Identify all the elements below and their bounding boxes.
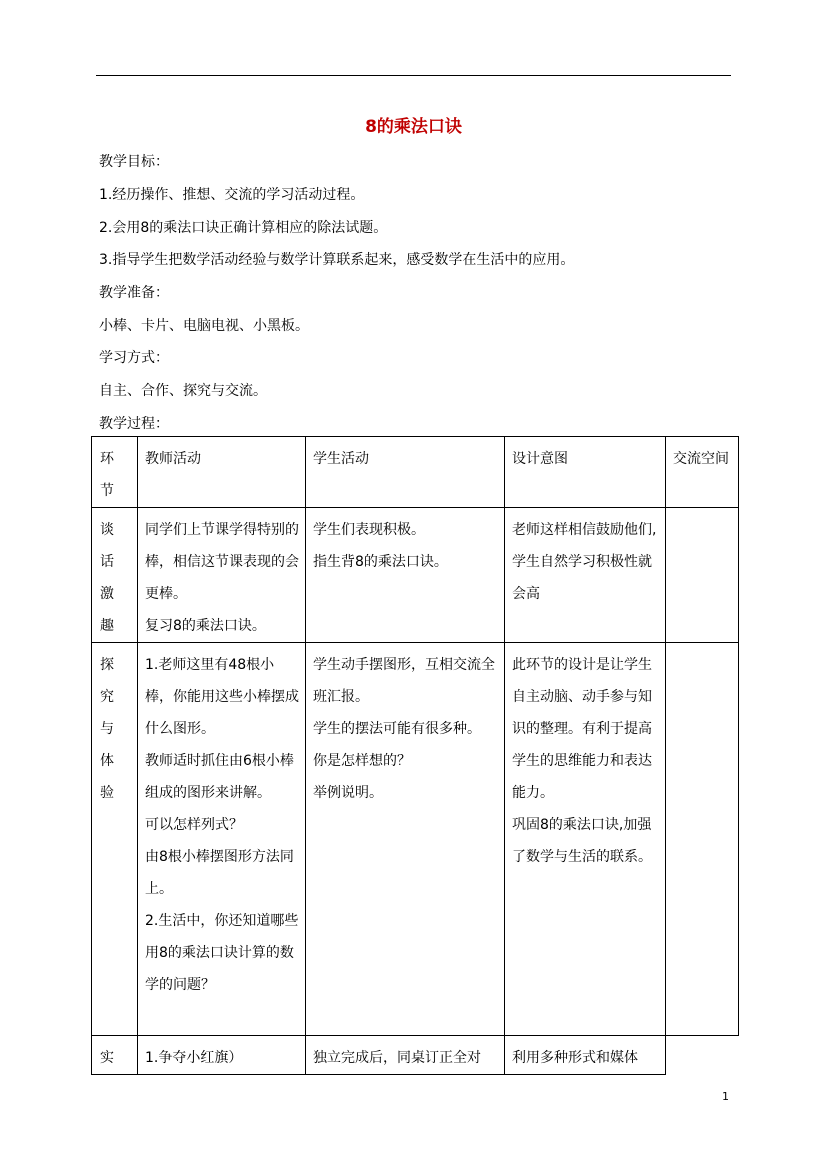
header-stage: 环节: [100, 451, 114, 499]
teacher-text: 复习8的乘法口诀。: [145, 618, 266, 634]
teacher-text: 教师适时抓住由6根小棒组成的图形来讲解。: [145, 753, 294, 801]
space-cell: [666, 1036, 739, 1042]
intent-text: 利用多种形式和媒体: [512, 1050, 638, 1066]
teacher-text: 1.老师这里有48根小棒，你能用这些小棒摆成什么图形。: [145, 657, 299, 737]
table-row: [92, 643, 739, 1036]
header-space: 交流空间: [673, 451, 729, 467]
table-row: [92, 1036, 739, 1075]
teacher-text: 可以怎样列式？: [145, 817, 243, 833]
goal-item-1: 1.经历操作、推想、交流的学习活动过程。: [99, 187, 365, 203]
intent-cell: [505, 1036, 665, 1074]
header-intent: 设计意图: [512, 451, 568, 467]
intent-cell: [505, 643, 665, 873]
section-heading-goals: 教学目标：: [99, 154, 169, 170]
section-heading-mode: 学习方式：: [99, 350, 169, 366]
header-teacher: 教师活动: [145, 451, 201, 467]
student-cell: [306, 643, 504, 809]
teacher-text: 2.生活中，你还知道哪些用8的乘法口诀计算的数学的问题？: [145, 913, 299, 993]
teacher-cell: [138, 508, 305, 642]
prep-materials: 小棒、卡片、电脑电视、小黑板。: [99, 318, 309, 334]
teacher-text: 由8根小棒摆图形方法同上。: [145, 849, 294, 897]
student-text: 指生背8的乘法口诀。: [313, 554, 448, 570]
section-heading-prep: 教学准备：: [99, 285, 169, 301]
table-header-row: [92, 437, 739, 508]
student-text: 学生的摆法可能有很多种。: [313, 721, 481, 737]
intent-text: 此环节的设计是让学生自主动脑、动手参与知识的整理。有利于提高学生的思维能力和表达能力。: [512, 657, 652, 801]
student-cell: [306, 508, 504, 578]
goal-item-3: 3.指导学生把数学活动经验与数学计算联系起来，感受数学在生活中的应用。: [99, 252, 575, 268]
lesson-table: [91, 436, 739, 1075]
header-rule: [96, 75, 731, 76]
teacher-text: 1.争夺小红旗）: [145, 1050, 243, 1066]
stage-cell: 谈话激趣: [100, 522, 114, 634]
page-number: 1: [722, 1090, 729, 1103]
intent-cell: [505, 508, 665, 610]
table-row: [92, 508, 739, 643]
header-student: 学生活动: [313, 451, 369, 467]
student-text: 独立完成后，同桌订正全对: [313, 1050, 481, 1066]
teacher-text: 同学们上节课学得特别的棒，相信这节课表现的会更棒。: [145, 522, 299, 602]
stage-cell: 实: [100, 1050, 114, 1066]
intent-text: 老师这样相信鼓励他们,学生自然学习积极性就会高: [512, 522, 657, 602]
stage-cell: 探究与体验: [100, 657, 114, 801]
goal-item-2: 2.会用8的乘法口诀正确计算相应的除法试题。: [99, 220, 388, 236]
space-cell: [666, 643, 738, 649]
teacher-cell: [138, 643, 305, 1001]
space-cell: [666, 508, 738, 514]
student-text: 学生们表现积极。: [313, 522, 425, 538]
student-text: 你是怎样想的？: [313, 753, 411, 769]
teacher-cell: [138, 1036, 305, 1074]
section-heading-process: 教学过程：: [99, 416, 169, 432]
student-text: 举例说明。: [313, 785, 383, 801]
document-title: 8的乘法口诀: [365, 117, 462, 137]
student-text: 学生动手摆图形，互相交流全班汇报。: [313, 657, 495, 705]
learning-mode: 自主、合作、探究与交流。: [99, 383, 267, 399]
student-cell: [306, 1036, 504, 1074]
intent-text: 巩固8的乘法口诀,加强了数学与生活的联系。: [512, 817, 652, 865]
